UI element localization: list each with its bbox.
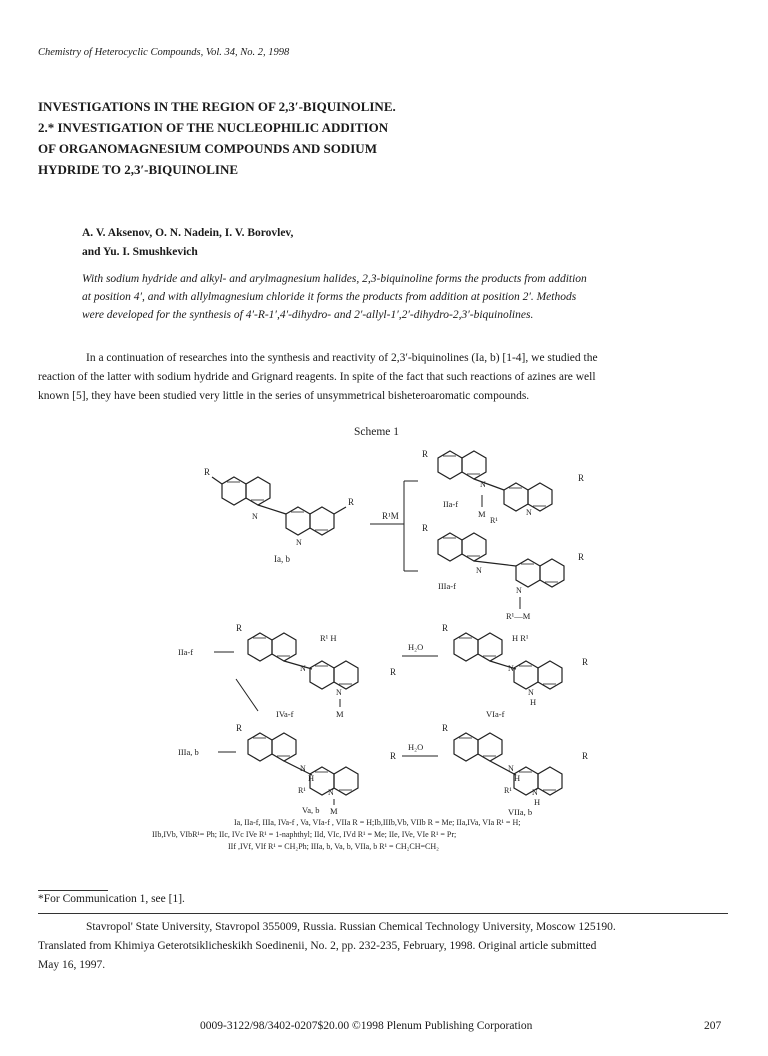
label-N: N bbox=[296, 538, 302, 547]
label-R: R bbox=[582, 751, 589, 761]
label-N: N bbox=[508, 664, 514, 673]
affiliation bbox=[38, 918, 728, 975]
reaction-V-VII bbox=[178, 723, 588, 817]
label-N: N bbox=[508, 764, 514, 773]
label-H2O: H₂O bbox=[408, 642, 424, 652]
scheme-title: Scheme 1 bbox=[354, 426, 400, 438]
label-M: M bbox=[336, 709, 344, 719]
label-R: R bbox=[348, 497, 355, 507]
label-H: H bbox=[534, 797, 541, 807]
authors-line: and Yu. I. Smushkevich bbox=[82, 246, 198, 258]
label-R: R bbox=[236, 623, 243, 633]
branch-arrow bbox=[370, 481, 418, 571]
authors bbox=[82, 224, 293, 262]
title-line: HYDRIDE TO 2,3′-BIQUINOLINE bbox=[38, 162, 239, 177]
label-H: H bbox=[308, 773, 315, 783]
intro-line: known [5], they have been studied very little in the series of unsymmetrical bisheteroaromatic compounds. bbox=[38, 390, 530, 402]
abstract bbox=[82, 270, 722, 324]
intro-line: In a continuation of researches into the synthesis and reactivity of 2,3′-biquinolines (Ia, b) [1-4], we studied the bbox=[86, 352, 598, 364]
label-M: M bbox=[478, 509, 486, 519]
label-H: H bbox=[530, 697, 537, 707]
label-R: R bbox=[442, 723, 449, 733]
label-N: N bbox=[528, 688, 534, 697]
authors-line: A. V. Aksenov, O. N. Nadein, I. V. Borovlev, bbox=[82, 227, 294, 239]
label-H2O: H₂O bbox=[408, 742, 424, 752]
compound-IIIa bbox=[422, 523, 584, 621]
title-line: OF ORGANOMAGNESIUM COMPOUNDS AND SODIUM bbox=[38, 141, 377, 156]
footnote-divider bbox=[38, 890, 108, 891]
label-Ia: Ia, b bbox=[274, 554, 290, 564]
label-IVa: IVa-f bbox=[276, 709, 294, 719]
abstract-line: at position 4′, and with allylmagnesium chloride it forms the products from addition at position 2′. Methods bbox=[82, 291, 577, 303]
label-M: M bbox=[330, 806, 338, 816]
label-VIIa: VIIa, b bbox=[508, 807, 533, 817]
scheme-legend bbox=[152, 818, 520, 851]
intro-line: reaction of the latter with sodium hydride and Grignard reagents. In spite of the fact that such reactions of azines are well bbox=[38, 371, 596, 383]
label-R: R bbox=[204, 467, 211, 477]
affiliation-line: Translated from Khimiya Geterotsiklicheskikh Soedinenii, No. 2, pp. 232-235, February, 1998. Original article submitted bbox=[38, 940, 597, 952]
journal-header: Chemistry of Heterocyclic Compounds, Vol. 34, No. 2, 1998 bbox=[38, 47, 290, 58]
label-R: R bbox=[390, 751, 397, 761]
article-title bbox=[38, 96, 598, 180]
compound-Ia bbox=[204, 467, 354, 564]
label-N: N bbox=[252, 512, 258, 521]
label-N: N bbox=[516, 586, 522, 595]
label-R: R bbox=[578, 552, 585, 562]
label-N: N bbox=[300, 664, 306, 673]
title-line: 2.* INVESTIGATION OF THE NUCLEOPHILIC ADDITION bbox=[38, 120, 389, 135]
label-IIa: IIa-f bbox=[443, 499, 459, 509]
label-N: N bbox=[526, 508, 532, 517]
reaction-IV-VI bbox=[178, 623, 588, 719]
label-N: N bbox=[300, 764, 306, 773]
label-R: R bbox=[442, 623, 449, 633]
title-line: INVESTIGATIONS IN THE REGION OF 2,3′-BIQUINOLINE. bbox=[38, 99, 396, 114]
page-number: 207 bbox=[704, 1020, 722, 1032]
label-R: R bbox=[422, 449, 429, 459]
label-H: H bbox=[514, 773, 521, 783]
label-R1H: R¹ H bbox=[320, 633, 337, 643]
label-R: R bbox=[578, 473, 585, 483]
legend-line: Ia, IIa-f, IIIa, IVa-f , Va, VIa-f , VIIa R = H;Ib,IIIb,Vb, VIIb R = Me; IIa,IVa, VIa R¹ = H; bbox=[234, 818, 521, 827]
copyright-code: 0009-3122/98/3402-0207$20.00 ©1998 Plenum Publishing Corporation bbox=[200, 1020, 533, 1032]
label-N: N bbox=[476, 566, 482, 575]
label-N: N bbox=[532, 788, 538, 797]
label-N: N bbox=[328, 788, 334, 797]
label-R1: R¹ bbox=[504, 786, 512, 795]
intro-paragraph bbox=[38, 349, 728, 406]
affiliation-line: May 16, 1997. bbox=[38, 959, 106, 971]
diagonal-arrow bbox=[236, 679, 258, 711]
label-N: N bbox=[336, 688, 342, 697]
reaction-scheme bbox=[38, 425, 728, 875]
affiliation-line: Stavropol' State University, Stavropol 355009, Russia. Russian Chemical Technology University, Moscow 125190. bbox=[86, 921, 616, 933]
footnote: *For Communication 1, see [1]. bbox=[38, 893, 185, 905]
label-HR1: H R¹ bbox=[512, 633, 529, 643]
label-R: R bbox=[236, 723, 243, 733]
label-R1M: R¹—M bbox=[506, 611, 531, 621]
label-R1: R¹ bbox=[490, 516, 498, 525]
label-Va: Va, b bbox=[302, 805, 320, 815]
legend-line: IIf ,IVf, VIf R¹ = CH₂Ph; IIIa, b, Va, b, VIIa, b R¹ = CH₂CH=CH₂ bbox=[228, 842, 439, 851]
footer-divider bbox=[38, 913, 728, 914]
legend-line: IIb,IVb, VIbR¹= Ph; IIc, IVc IVe R¹ = 1-naphthyl; IId, VIc, IVd R¹ = Me; IIe, IVe, VIe R¹ = Pr; bbox=[152, 830, 457, 839]
label-R1: R¹ bbox=[298, 786, 306, 795]
label-reagent: R¹M bbox=[382, 511, 399, 521]
label-IIa-start: IIa-f bbox=[178, 647, 194, 657]
abstract-line: were developed for the synthesis of 4′-R-1′,4′-dihydro- and 2′-allyl-1′,2′-dihydro-2,3′-biquinolines. bbox=[82, 309, 534, 321]
label-IIIa-start: IIIa, b bbox=[178, 747, 199, 757]
label-N: N bbox=[480, 480, 486, 489]
abstract-line: With sodium hydride and alkyl- and arylmagnesium halides, 2,3-biquinoline forms the products from addition bbox=[82, 273, 587, 285]
label-R: R bbox=[390, 667, 397, 677]
label-R: R bbox=[422, 523, 429, 533]
label-R: R bbox=[582, 657, 589, 667]
compound-IIa bbox=[422, 449, 584, 525]
label-VIa: VIa-f bbox=[486, 709, 505, 719]
label-IIIa: IIIa-f bbox=[438, 581, 456, 591]
